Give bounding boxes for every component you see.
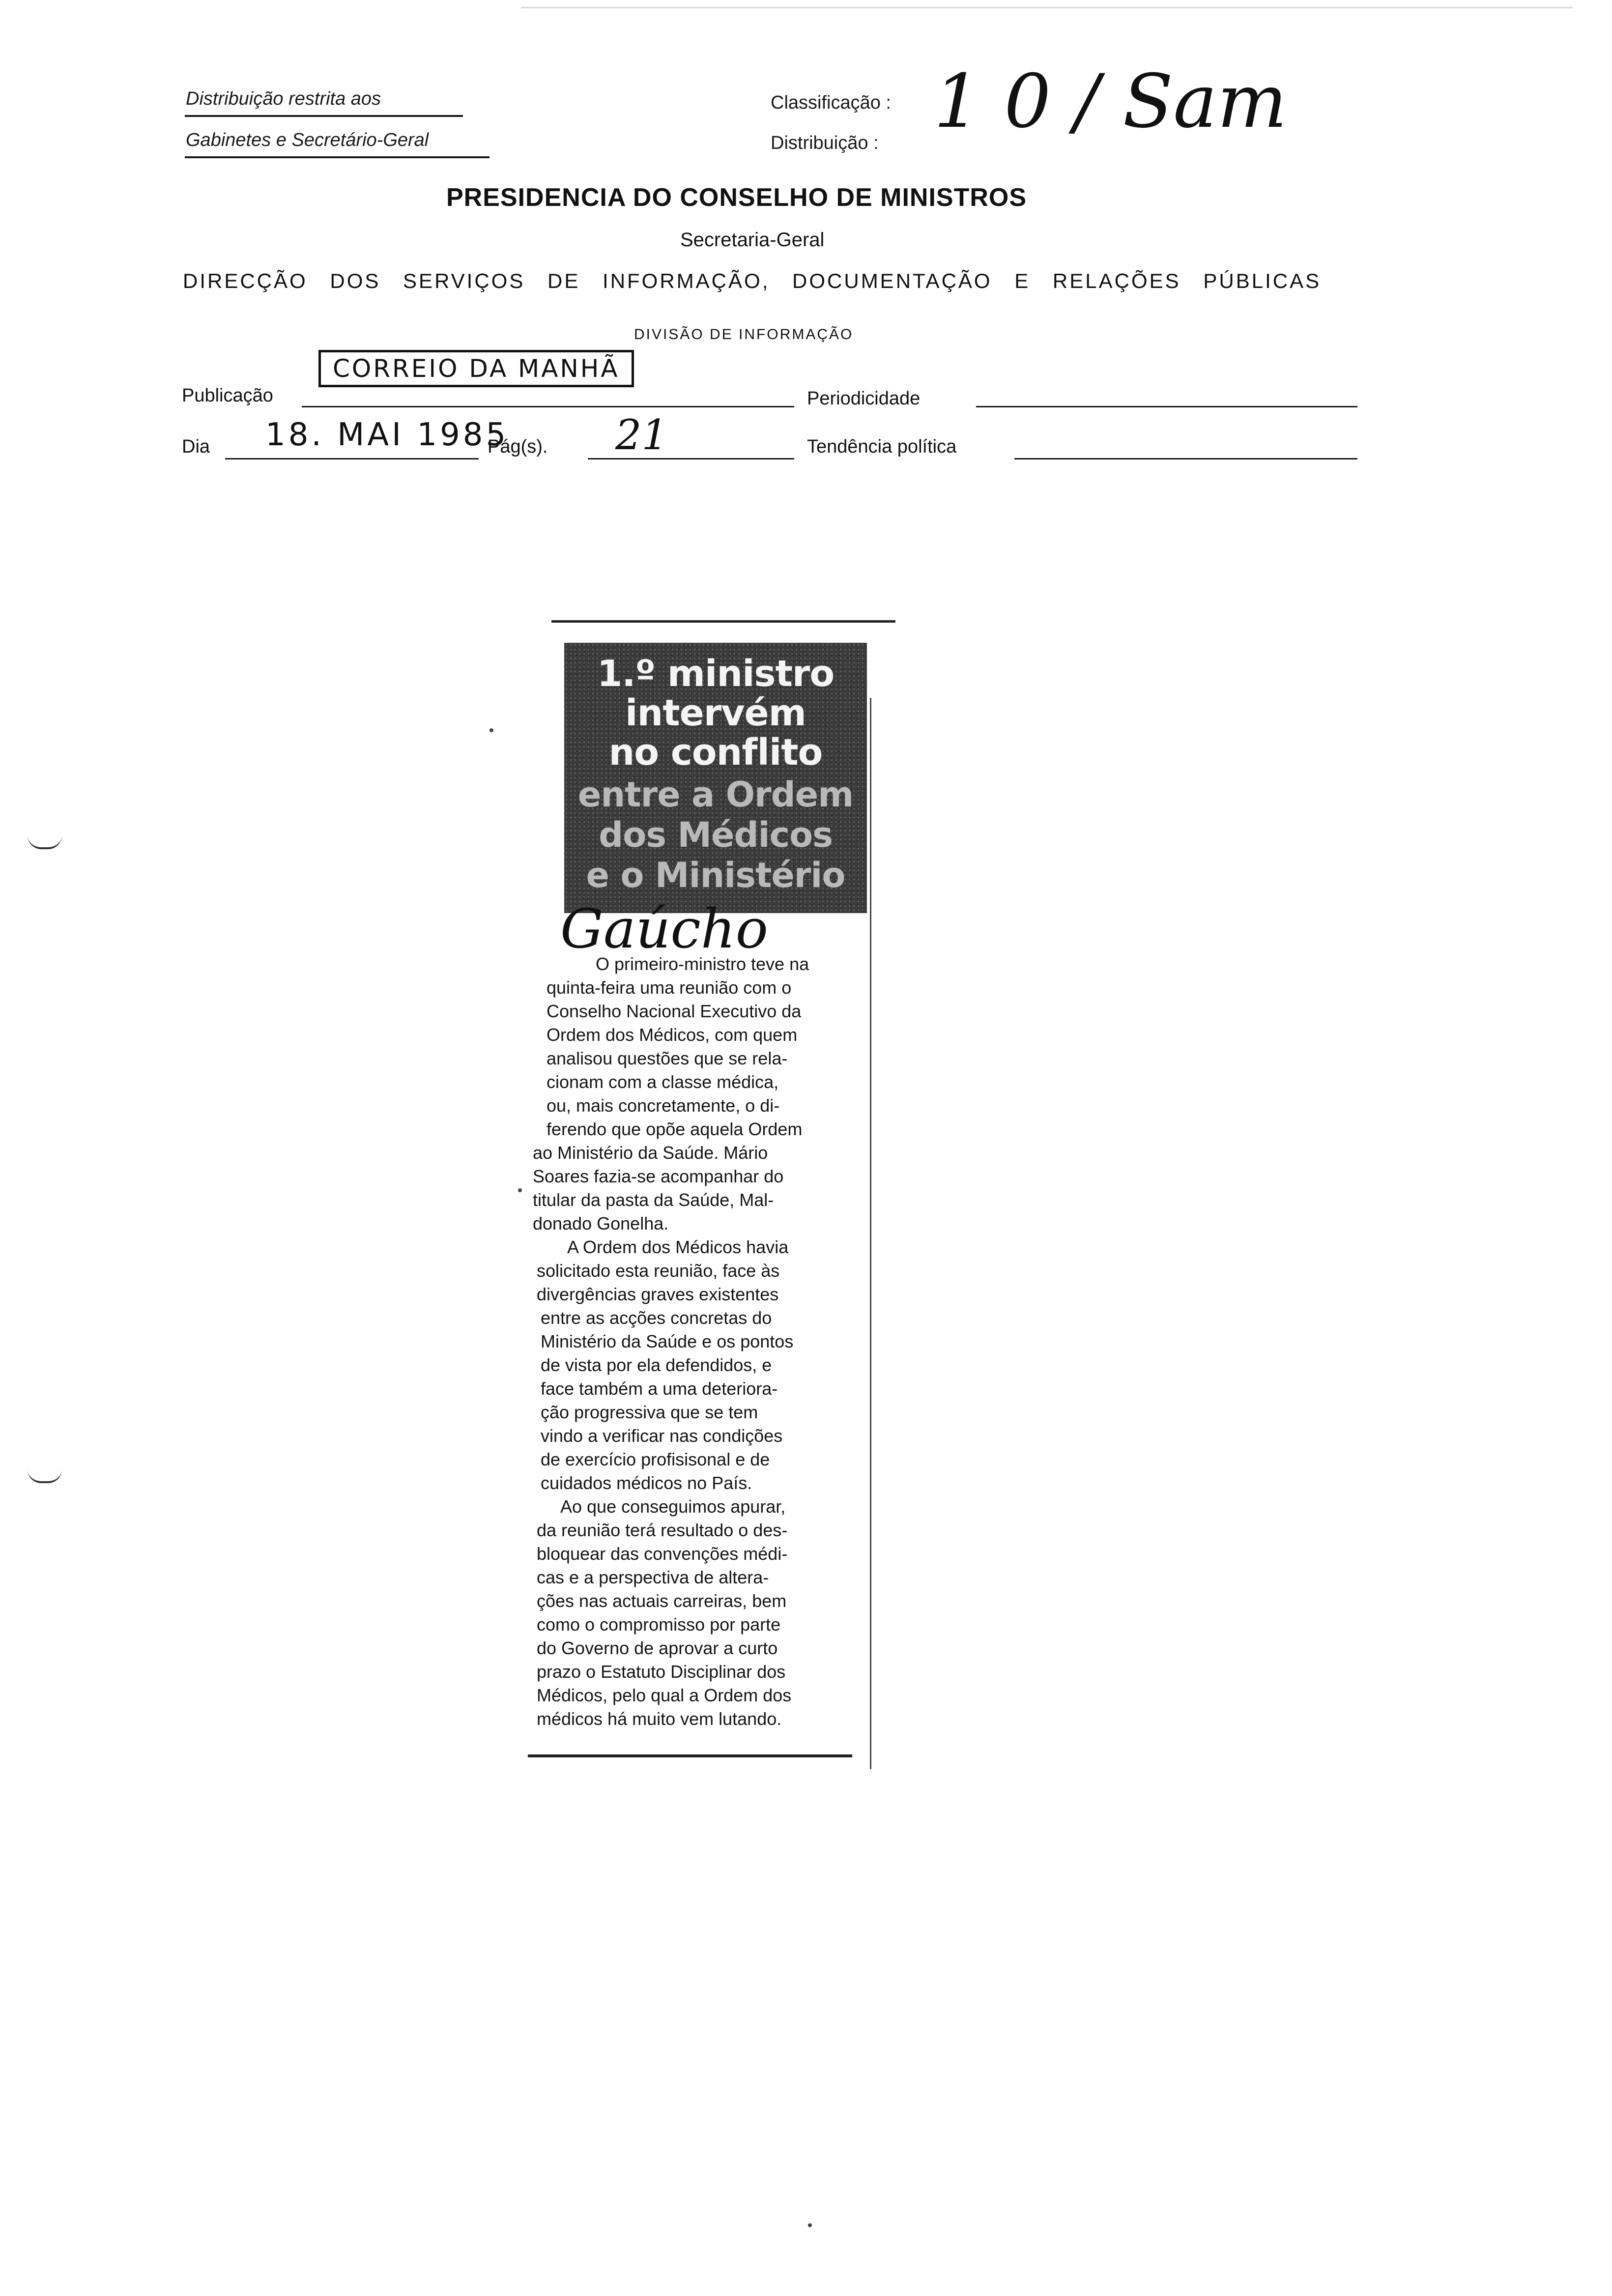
headline-line: no conflito xyxy=(608,731,823,774)
article-line: bloquear das convenções médi- xyxy=(537,1544,788,1564)
article-line: donado Gonelha. xyxy=(533,1213,669,1234)
article-line: médicos há muito vem lutando. xyxy=(537,1709,782,1729)
article-line: ferendo que opõe aquela Ordem xyxy=(547,1119,803,1139)
article-line: O primeiro-ministro teve na xyxy=(596,954,809,974)
article-line: da reunião terá resultado o des- xyxy=(537,1520,788,1540)
article-line: ou, mais concretamente, o di- xyxy=(547,1095,780,1116)
headline-line: 1.º ministro xyxy=(597,653,835,695)
article-line: de exercício profisisonal e de xyxy=(541,1449,770,1469)
article-line: cas e a perspectiva de altera- xyxy=(537,1567,769,1587)
handwritten-classification: 1 0 / Sam xyxy=(934,59,1287,144)
headline-line: intervém xyxy=(625,692,806,734)
article-line: Ao que conseguimos apurar, xyxy=(560,1496,786,1517)
classificacao-label: Classificação : xyxy=(771,92,891,113)
article-line: solicitado esta reunião, face às xyxy=(537,1261,780,1281)
tendencia-label: Tendência política xyxy=(807,436,957,457)
handwritten-page-number: 21 xyxy=(615,411,668,459)
article-line: de vista por ela defendidos, e xyxy=(541,1355,772,1375)
org-subtitle: Secretaria-Geral xyxy=(680,229,825,251)
restriction-line-2: Gabinetes e Secretário-Geral xyxy=(186,130,429,150)
article-line: Ordem dos Médicos, com quem xyxy=(547,1025,798,1045)
article-line: A Ordem dos Médicos havia xyxy=(567,1237,789,1257)
article-line: analisou questões que se rela- xyxy=(547,1048,788,1068)
publicacao-label: Publicação xyxy=(182,385,273,406)
article-line: titular da pasta da Saúde, Mal- xyxy=(533,1190,774,1210)
article-line: divergências graves existentes xyxy=(537,1284,779,1304)
article-line: Soares fazia-se acompanhar do xyxy=(533,1166,784,1186)
headline-line: entre a Ordem xyxy=(577,775,854,815)
date-stamp: 18. MAI 1985 xyxy=(265,417,509,453)
article-line: prazo o Estatuto Disciplinar dos xyxy=(537,1662,786,1682)
article-line: do Governo de aprovar a curto xyxy=(537,1638,778,1658)
clipping-bottom-rule xyxy=(528,1754,852,1757)
division-line: DIVISÃO DE INFORMAÇÃO xyxy=(634,326,854,343)
article-line: como o compromisso por parte xyxy=(537,1614,781,1635)
publication-stamp: CORREIO DA MANHÃ xyxy=(318,350,634,387)
article-line: ções nas actuais carreiras, bem xyxy=(537,1591,787,1611)
article-line: ao Ministério da Saúde. Mário xyxy=(533,1143,768,1163)
article-line: cuidados médicos no País. xyxy=(541,1473,752,1493)
article-line: cionam com a classe médica, xyxy=(547,1072,779,1092)
dia-label: Dia xyxy=(182,436,210,457)
headline-line: e o Ministério xyxy=(586,855,845,895)
article-line: face também a uma deteriora- xyxy=(541,1378,778,1399)
article-line: Ministério da Saúde e os pontos xyxy=(541,1331,794,1351)
handwritten-article-annotation: Gaúcho xyxy=(560,897,768,960)
headline-line: dos Médicos xyxy=(599,815,833,855)
article-line: quinta-feira uma reunião com o xyxy=(547,977,792,998)
department-line: DIRECÇÃO DOS SERVIÇOS DE INFORMAÇÃO, DOCUMENTAÇÃO E RELAÇÕES PÚBLICAS xyxy=(183,269,1322,292)
org-title: PRESIDENCIA DO CONSELHO DE MINISTROS xyxy=(446,183,1027,212)
article-line: Conselho Nacional Executivo da xyxy=(547,1001,802,1021)
pags-label: Pág(s). xyxy=(488,436,548,457)
article-line: ção progressiva que se tem xyxy=(541,1402,758,1422)
article-line: vindo a verificar nas condições xyxy=(541,1426,783,1446)
article-line: entre as acções concretas do xyxy=(541,1308,772,1328)
clipping-right-edge xyxy=(870,698,871,1769)
distribuicao-label: Distribuição : xyxy=(771,133,879,153)
periodicidade-label: Periodicidade xyxy=(807,388,921,409)
article-line: Médicos, pelo qual a Ordem dos xyxy=(537,1685,792,1705)
restriction-line-1: Distribuição restrita aos xyxy=(186,88,381,109)
